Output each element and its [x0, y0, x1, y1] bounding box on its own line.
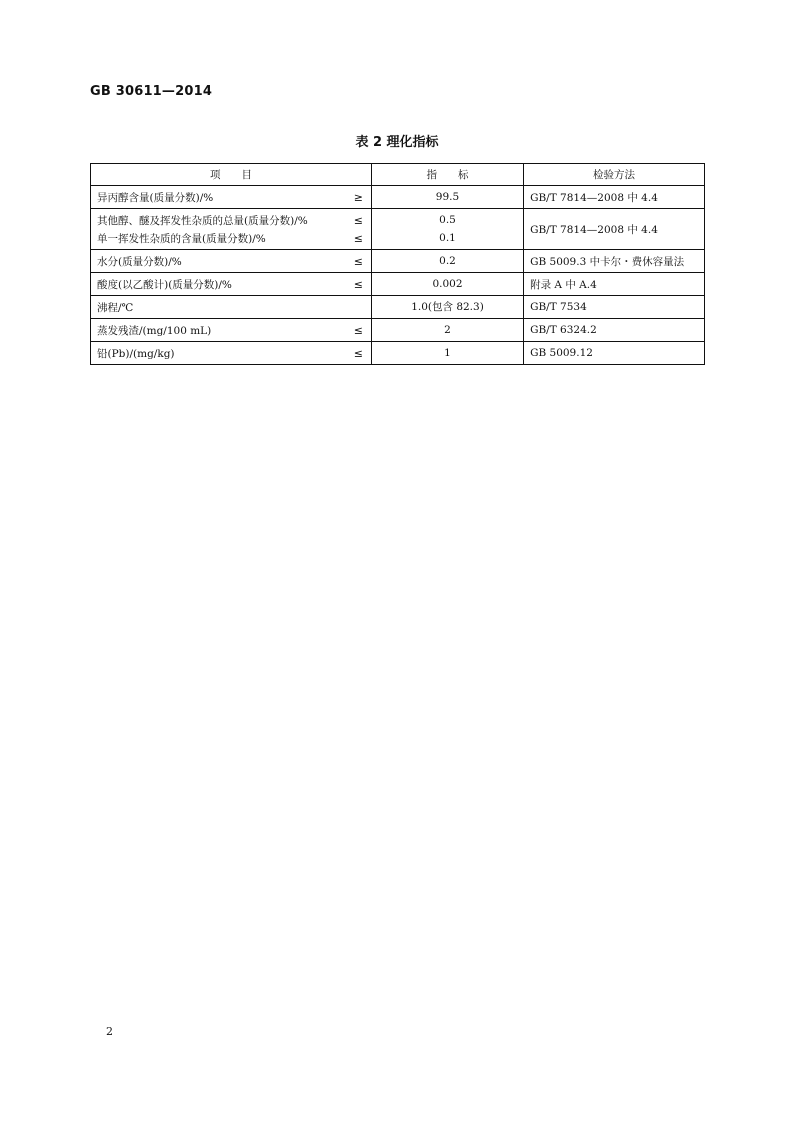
table-row [91, 296, 705, 319]
value-cell [371, 342, 523, 365]
value-text: 1 [444, 347, 451, 359]
value-text: 0.5 [439, 214, 456, 226]
method-cell: GB/T 7534 [524, 296, 705, 319]
value-cell [371, 319, 523, 342]
table-header-row [91, 164, 705, 186]
standard-code: GB 30611—2014 [90, 84, 213, 99]
table-row [91, 209, 705, 250]
value-cell [371, 209, 523, 250]
value-cell [371, 273, 523, 296]
item-cell [91, 273, 372, 296]
method-cell: GB/T 6324.2 [524, 319, 705, 342]
value-cell [371, 296, 523, 319]
comparison-sign: ≤ [353, 277, 363, 291]
value-cell [371, 250, 523, 273]
comparison-sign: ≤ [353, 254, 363, 268]
item-label: 其他醇、醚及挥发性杂质的总量(质量分数)/% [97, 214, 308, 227]
table-row [91, 273, 705, 296]
column-header-method: 检验方法 [524, 164, 705, 186]
value-text: 2 [444, 324, 451, 336]
comparison-sign: ≤ [353, 346, 363, 360]
method-cell: GB/T 7814—2008 中 4.4 [524, 186, 705, 209]
item-label: 沸程/℃ [97, 301, 134, 314]
column-header-item: 项 目 [91, 164, 372, 186]
item-label: 蒸发残渣/(mg/100 mL) [97, 324, 212, 337]
table-row [91, 186, 705, 209]
comparison-sign: ≤ [353, 213, 363, 227]
item-label: 铅(Pb)/(mg/kg) [97, 347, 175, 360]
item-cell [91, 296, 372, 319]
item-cell [91, 186, 372, 209]
value-text: 0.002 [432, 278, 463, 290]
value-text: 0.2 [439, 255, 456, 267]
table-row [91, 250, 705, 273]
item-cell [91, 209, 372, 250]
item-label: 单一挥发性杂质的含量(质量分数)/% [97, 232, 266, 245]
method-cell: GB 5009.3 中卡尔・费休容量法 [524, 250, 705, 273]
value-text: 0.1 [439, 232, 456, 244]
method-cell: 附录 A 中 A.4 [524, 273, 705, 296]
item-label: 水分(质量分数)/% [97, 255, 182, 268]
page-number: 2 [106, 1025, 113, 1038]
item-label: 异丙醇含量(质量分数)/% [97, 191, 214, 204]
item-cell [91, 342, 372, 365]
item-cell [91, 250, 372, 273]
table-row [91, 342, 705, 365]
table-row [91, 319, 705, 342]
column-header-value: 指 标 [371, 164, 523, 186]
value-text: 99.5 [435, 191, 460, 203]
comparison-sign: ≤ [353, 231, 363, 245]
value-text: 1.0(包含 82.3) [411, 301, 484, 313]
comparison-sign: ≤ [353, 323, 363, 337]
comparison-sign: ≥ [353, 190, 363, 204]
physicochemical-table [90, 163, 705, 365]
method-cell: GB/T 7814—2008 中 4.4 [524, 209, 705, 250]
method-cell: GB 5009.12 [524, 342, 705, 365]
item-label: 酸度(以乙酸计)(质量分数)/% [97, 278, 232, 291]
item-cell [91, 319, 372, 342]
value-cell [371, 186, 523, 209]
table-title: 表 2 理化指标 [355, 135, 439, 150]
